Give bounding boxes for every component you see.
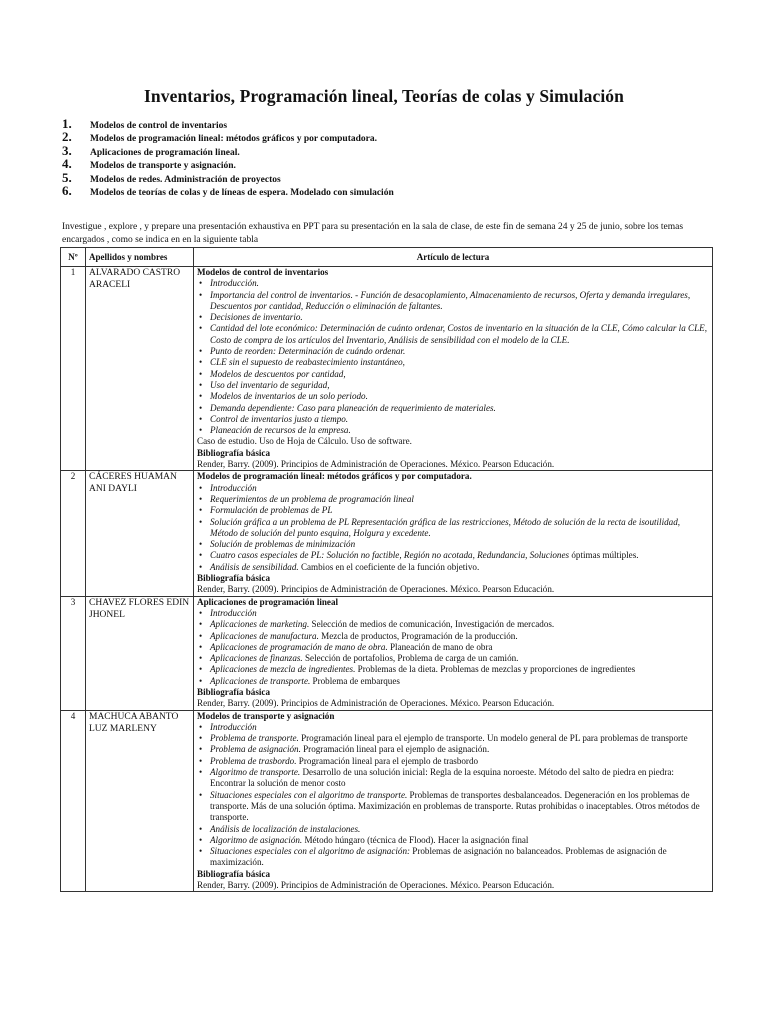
bullet-item	[210, 346, 709, 357]
bullet-item	[210, 846, 709, 869]
bullet-item	[210, 425, 709, 436]
topic-number: 2.	[62, 129, 72, 145]
bullet-italic-text: CLE sin el supuesto de reabastecimiento instantáneo,	[210, 357, 405, 368]
bullet-item	[210, 824, 709, 835]
bullet-item	[210, 608, 709, 619]
bullet-item	[210, 494, 709, 505]
header-article: Artículo de lectura	[194, 248, 713, 267]
bullet-italic-text: Planeación de recursos de la empresa.	[210, 425, 351, 436]
student-name: MACHUCA ABANTO LUZ MARLENY	[86, 710, 194, 892]
bullet-item	[210, 505, 709, 516]
bullet-italic-text: Algoritmo de asignación.	[210, 834, 303, 845]
row-number: 1	[61, 267, 86, 471]
bullet-plain-text: Desarrollo de una solución inicial: Regla de la esquina noroeste. Método del salto de piedra en piedra: Encontrar la solución de menor costo	[210, 767, 674, 789]
header-number: Nº	[61, 248, 86, 267]
bullet-plain-text: Selección de medios de comunicación, Investigación de mercados.	[309, 619, 555, 630]
bullet-plain-text: Programación lineal para el ejemplo de asignación.	[300, 744, 490, 755]
bullet-italic-text: Modelos de descuentos por cantidad,	[210, 368, 346, 379]
bullet-italic-text: Análisis de localización de instalaciones.	[210, 823, 361, 834]
topic-label: Modelos de programación lineal: métodos gráficos y por computadora.	[90, 134, 378, 145]
bullet-italic-text: Solución gráfica a un problema de PL Representación gráfica de las restricciones, Método de solución de la recta de isoutilidad, Método de solución del punto esquina, Holgura y excedente.	[210, 516, 681, 538]
bullet-italic-text: Aplicaciones de transporte.	[210, 675, 311, 686]
bullet-item	[210, 676, 709, 687]
bullet-italic-text: Problema de trasbordo.	[210, 755, 297, 766]
bullet-italic-text: Uso del inventario de seguridad,	[210, 379, 330, 390]
bullet-italic-text: Introducción.	[210, 278, 259, 289]
bullet-item	[210, 631, 709, 642]
bullet-item	[210, 391, 709, 402]
bullet-italic-text: Aplicaciones de marketing.	[210, 619, 310, 630]
bullet-italic-text: Aplicaciones de finanzas.	[210, 653, 303, 664]
bullet-italic-text: Situaciones especiales con el algoritmo de transporte.	[210, 789, 408, 800]
bullet-item	[210, 767, 709, 790]
bibliography-reference: Render, Barry. (2009). Principios de Administración de Operaciones. México. Pearson Educación.	[197, 584, 555, 595]
bullet-italic-text: Introducción	[210, 482, 257, 493]
bullet-italic-text: Formulación de problemas de PL	[210, 505, 333, 516]
topic-label: Aplicaciones de programación lineal.	[90, 147, 240, 158]
bibliography-label: Bibliografía básica	[197, 868, 271, 879]
topic-number: 6.	[62, 182, 72, 198]
intro-paragraph: Investigue , explore , y prepare una presentación exhaustiva en PPT para su presentación en la sala de clase, de este fin de semana 24 y 25 de junio, sobre los temas encargados , como se indica en en la siguiente tabla	[62, 222, 684, 245]
topic-bullets	[197, 608, 709, 687]
bullet-italic-text: Problema de asignación.	[210, 744, 301, 755]
bullet-italic-text: Aplicaciones de manufactura.	[210, 630, 319, 641]
topic-label: Modelos de redes. Administración de proyectos	[90, 174, 281, 185]
bullet-italic-text: Cuatro casos especiales de PL: Solución no factible, Región no acotada, Redundancia, Soluciones	[210, 550, 572, 561]
bullet-italic-text: Importancia del control de inventarios. - Función de desacoplamiento, Almacenamiento de recursos, Oferta y demanda irregulares, Descuentos por cantidad, Reducción o eliminación de faltantes.	[210, 289, 691, 311]
bullet-item	[210, 642, 709, 653]
table-header-row	[61, 248, 713, 267]
assignment-table	[60, 247, 713, 892]
bibliography-label: Bibliografía básica	[197, 686, 271, 697]
student-name: ALVARADO CASTRO ARACELI	[86, 267, 194, 471]
bibliography-reference: Render, Barry. (2009). Principios de Administración de Operaciones. México. Pearson Educación.	[197, 698, 555, 709]
bullet-plain-text: Problemas de asignación no balanceados. Problemas de asignación de maximización.	[210, 846, 667, 868]
bullet-italic-text: Punto de reorden: Determinación de cuándo ordenar.	[210, 346, 406, 357]
bullet-item	[210, 312, 709, 323]
bullet-item	[210, 380, 709, 391]
bullet-italic-text: Aplicaciones de programación de mano de obra.	[210, 641, 388, 652]
student-name: CHAVEZ FLORES EDIN JHONEL	[86, 596, 194, 710]
bullet-item	[210, 756, 709, 767]
bullet-italic-text: Situaciones especiales con el algoritmo de asignación:	[210, 846, 411, 857]
section-title: Modelos de control de inventarios	[197, 267, 329, 277]
topic-bullets	[197, 278, 709, 436]
bullet-item	[210, 323, 709, 346]
article-cell	[194, 596, 713, 710]
table-row	[61, 596, 713, 710]
topic-item	[62, 171, 394, 184]
bullet-plain-text: Planeación de mano de obra	[387, 641, 493, 652]
bullet-item	[210, 562, 709, 573]
bullet-plain-text: Problemas de la dieta. Problemas de mezclas y proporciones de ingredientes	[355, 664, 636, 675]
page-title: Inventarios, Programación lineal, Teorías de colas y Simulación	[144, 86, 624, 106]
topic-bullets	[197, 722, 709, 869]
table-row	[61, 710, 713, 892]
bullet-item	[210, 664, 709, 675]
row-number: 4	[61, 710, 86, 892]
bullet-item	[210, 790, 709, 824]
bullet-plain-text: Selección de portafolios, Problema de carga de un camión.	[302, 653, 519, 664]
bullet-italic-text: Control de inventarios justo a tiempo.	[210, 413, 349, 424]
bullet-item	[210, 357, 709, 368]
topic-item	[62, 117, 394, 130]
topic-number: 3.	[62, 142, 72, 158]
bibliography-label: Bibliografía básica	[197, 573, 271, 584]
bullet-italic-text: Análisis de sensibilidad.	[210, 561, 299, 572]
topic-label: Modelos de teorías de colas y de líneas de espera. Modelado con simulación	[90, 187, 394, 198]
topic-number: 5.	[62, 169, 72, 185]
article-cell	[194, 471, 713, 596]
topic-item	[62, 184, 394, 197]
bullet-item	[210, 733, 709, 744]
bullet-italic-text: Aplicaciones de mezcla de ingredientes.	[210, 664, 356, 675]
bullet-item	[210, 722, 709, 733]
topic-label: Modelos de transporte y asignación.	[90, 161, 236, 172]
bullet-item	[210, 835, 709, 846]
table-row	[61, 267, 713, 471]
topic-item	[62, 157, 394, 170]
bullet-item	[210, 653, 709, 664]
bullet-plain-text: Método húngaro (técnica de Flood). Hacer la asignación final	[302, 834, 529, 845]
bullet-plain-text: óptimas múltiples.	[571, 550, 639, 561]
bullet-plain-text: Problemas de transportes desbalanceados. Degeneración en los problemas de transporte. Más de una solución óptima. Maximización en problemas de transporte. Rutas prohibidas o inaceptables. Otros métodos de transporte.	[210, 789, 700, 823]
bullet-item	[210, 290, 709, 313]
topic-list	[62, 117, 394, 197]
bullet-plain-text: Problema de embarques	[310, 675, 400, 686]
bullet-italic-text: Introducción	[210, 607, 257, 618]
section-title: Aplicaciones de programación lineal	[197, 596, 339, 607]
bibliography-reference: Render, Barry. (2009). Principios de Administración de Operaciones. México. Pearson Educación.	[197, 880, 555, 891]
bullet-italic-text: Cantidad del lote económico: Determinación de cuánto ordenar, Costos de inventario en la situación de la CLE, Cómo calcular la CLE, Costo de compra de los artículos del Inventario, Análisis de sensibilidad con el modelo de la CLE.	[210, 323, 707, 345]
topic-number: 4.	[62, 156, 72, 172]
header-names: Apellidos y nombres	[86, 248, 194, 267]
bullet-item	[210, 619, 709, 630]
bullet-item	[210, 414, 709, 425]
topic-item	[62, 144, 394, 157]
bullet-italic-text: Algoritmo de transporte.	[210, 767, 301, 778]
section-title: Modelos de programación lineal: métodos gráficos y por computadora.	[197, 471, 472, 482]
topic-label: Modelos de control de inventarios	[90, 121, 228, 131]
bullet-italic-text: Requerimientos de un problema de programación lineal	[210, 493, 414, 504]
bullet-item	[210, 517, 709, 540]
topic-number: 1.	[62, 116, 72, 131]
row-number: 2	[61, 471, 86, 596]
topic-item	[62, 130, 394, 143]
bullet-item	[210, 278, 709, 289]
article-cell	[194, 267, 713, 471]
bullet-italic-text: Decisiones de inventario.	[210, 312, 303, 323]
bullet-plain-text: Programación lineal para el ejemplo de transporte. Un modelo general de PL para problemas de transporte	[298, 733, 688, 744]
bullet-plain-text: Mezcla de productos, Programación de la producción.	[318, 630, 518, 641]
bibliography-label: Bibliografía básica	[197, 447, 271, 458]
bullet-item	[210, 550, 709, 561]
bullet-italic-text: Problema de transporte.	[210, 733, 299, 744]
bullet-plain-text: Cambios en el coeficiente de la función objetivo.	[298, 561, 480, 572]
bullet-plain-text: Programación lineal para el ejemplo de trasbordo	[296, 755, 479, 766]
bullet-italic-text: Demanda dependiente: Caso para planeación de requerimiento de materiales.	[210, 402, 496, 413]
section-title: Modelos de transporte y asignación	[197, 710, 335, 721]
student-name: CÁCERES HUAMAN ANI DAYLI	[86, 471, 194, 596]
bullet-item	[210, 369, 709, 380]
bullet-italic-text: Introducción	[210, 721, 257, 732]
bullet-item	[210, 483, 709, 494]
case-study-note: Caso de estudio. Uso de Hoja de Cálculo. Uso de software.	[197, 436, 412, 447]
table-row	[61, 471, 713, 596]
article-cell	[194, 710, 713, 892]
bullet-item	[210, 744, 709, 755]
row-number: 3	[61, 596, 86, 710]
bullet-italic-text: Modelos de inventarios de un solo periodo.	[210, 391, 368, 402]
bullet-item	[210, 403, 709, 414]
topic-bullets	[197, 483, 709, 573]
bullet-item	[210, 539, 709, 550]
bibliography-reference: Render, Barry. (2009). Principios de Administración de Operaciones. México. Pearson Educación.	[197, 459, 555, 470]
bullet-italic-text: Solución de problemas de minimización	[210, 539, 356, 550]
